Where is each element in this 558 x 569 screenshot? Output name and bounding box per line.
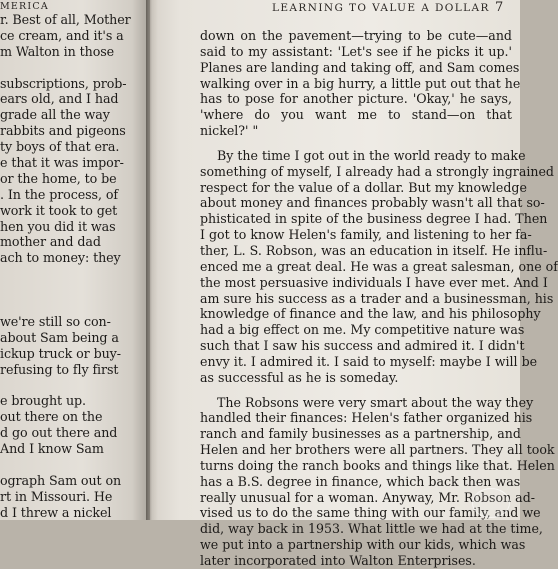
paragraph-gap xyxy=(200,139,512,148)
paragraph-line: handled their finances: Helen's father organized his xyxy=(200,410,533,426)
paragraph-line: ranch and family businesses as a partnership, and xyxy=(200,426,521,442)
paragraph-line: The Robsons were very smart about the way they xyxy=(217,394,534,410)
body-text xyxy=(200,28,558,569)
paragraph-line: vised us to do the same thing with our family, and we xyxy=(200,505,541,521)
paragraph-line: am sure his success as a trader and a businessman, his xyxy=(200,290,554,306)
left-page xyxy=(0,0,150,520)
left-text-line xyxy=(0,377,150,393)
left-text-line xyxy=(0,298,150,314)
paragraph-line: down on the pavement—trying to be cute—and xyxy=(200,28,512,43)
left-text-line: refusing to fly first xyxy=(0,361,119,377)
left-text-line: ograph Sam out on xyxy=(0,472,122,488)
page-number: 7 xyxy=(495,0,504,15)
paragraph-line: Planes are landing and taking off, and Sam comes xyxy=(200,59,520,75)
left-text-line: work it took to get xyxy=(0,202,118,218)
paragraph-line: respect for the value of a dollar. But my knowledge xyxy=(200,179,527,195)
paragraph-line: I got to know Helen's family, and listening to her fa- xyxy=(200,227,532,243)
paragraph-line: enced me a great deal. He was a great salesman, one of xyxy=(200,258,558,274)
paragraph-line: did, way back in 1953. What little we had at the time, xyxy=(200,521,543,537)
left-text-line: d go out there and xyxy=(0,425,118,441)
left-text-line: mother and dad xyxy=(0,234,101,250)
left-text-line: ce cream, and it's a xyxy=(0,27,124,43)
paragraph-line: By the time I got out in the world ready to make xyxy=(217,147,526,163)
left-text-line: ickup truck or buy- xyxy=(0,345,121,361)
paragraph-line: nickel?' " xyxy=(200,123,259,139)
paragraph-line: said to my assistant: 'Let's see if he picks it up.' xyxy=(200,43,512,59)
paragraph-line: 'where do you want me to stand—on that xyxy=(200,107,512,123)
running-head: LEARNING TO VALUE A DOLLAR xyxy=(272,2,490,14)
left-text-line: ty boys of that era. xyxy=(0,139,120,155)
right-page xyxy=(150,0,558,568)
paragraph-line: had a big effect on me. My competitive nature was xyxy=(200,322,525,338)
watermark-stamp xyxy=(472,488,510,518)
left-text-line: about Sam being a xyxy=(0,329,119,345)
gutter-shadow xyxy=(146,0,158,520)
paragraph-line: phisticated in spite of the business degree I had. Then xyxy=(200,211,548,227)
left-page-text xyxy=(0,12,150,521)
paragraph-line: the most persuasive individuals I have ever met. And I xyxy=(200,274,548,290)
paragraph-line: knowledge of finance and the law, and his philosophy xyxy=(200,306,541,322)
paragraph-line: really unusual for a woman. Anyway, Mr. Robson ad- xyxy=(200,489,536,505)
left-text-line: And I know Sam xyxy=(0,441,104,457)
left-text-line: we're still so con- xyxy=(0,313,111,329)
left-text-line xyxy=(0,266,150,282)
left-text-line: e brought up. xyxy=(0,393,86,409)
left-text-line: d I threw a nickel xyxy=(0,504,112,520)
left-text-line: rt in Missouri. He xyxy=(0,488,113,504)
paragraph-line: ther, L. S. Robson, was an education in itself. He influ- xyxy=(200,242,548,258)
left-text-line xyxy=(0,282,150,298)
paragraph-line: as successful as he is someday. xyxy=(200,369,399,385)
left-running-head: MERICA xyxy=(0,1,49,12)
left-text-line: m Walton in those xyxy=(0,43,115,59)
left-text-line: or the home, to be xyxy=(0,170,117,186)
paragraph-line: envy it. I admired it. I said to myself: maybe I will be xyxy=(200,353,538,369)
left-text-line: rabbits and pigeons xyxy=(0,123,126,139)
left-text-line: subscriptions, prob- xyxy=(0,75,127,91)
left-text-line: ears old, and I had xyxy=(0,91,119,107)
left-text-line: e that it was impor- xyxy=(0,155,124,171)
paragraph-line: something of myself, I already had a strongly ingrained xyxy=(200,163,554,179)
left-text-line: r. Best of all, Mother xyxy=(0,12,131,27)
left-text-line xyxy=(0,60,150,76)
paragraph-gap xyxy=(200,386,512,395)
paragraph-line: about money and finances probably wasn't all that so- xyxy=(200,195,545,211)
paragraph-line: we put into a partnership with our kids, which was xyxy=(200,537,526,553)
left-text-line: ach to money: they xyxy=(0,250,121,266)
paragraph-line: walking over in a big hurry, a little put out that he xyxy=(200,75,521,91)
paragraph-line: Helen and her brothers were all partners. They all took xyxy=(200,442,555,458)
left-text-line: grade all the way xyxy=(0,107,110,123)
paragraph-line: later incorporated into Walton Enterprises. xyxy=(200,553,476,568)
paragraph-line: such that I saw his success and admired it. I didn't xyxy=(200,338,525,354)
left-text-line: hen you did it was xyxy=(0,218,116,234)
left-text-line: out there on the xyxy=(0,409,103,425)
left-text-line xyxy=(0,457,150,473)
paragraph-line: has to pose for another picture. 'Okay,' he says, xyxy=(200,91,512,107)
left-text-line: . In the process, of xyxy=(0,186,118,202)
paragraph-line: has a B.S. degree in finance, which back then was xyxy=(200,473,521,489)
paragraph-line: turns doing the ranch books and things like that. Helen xyxy=(200,457,555,473)
